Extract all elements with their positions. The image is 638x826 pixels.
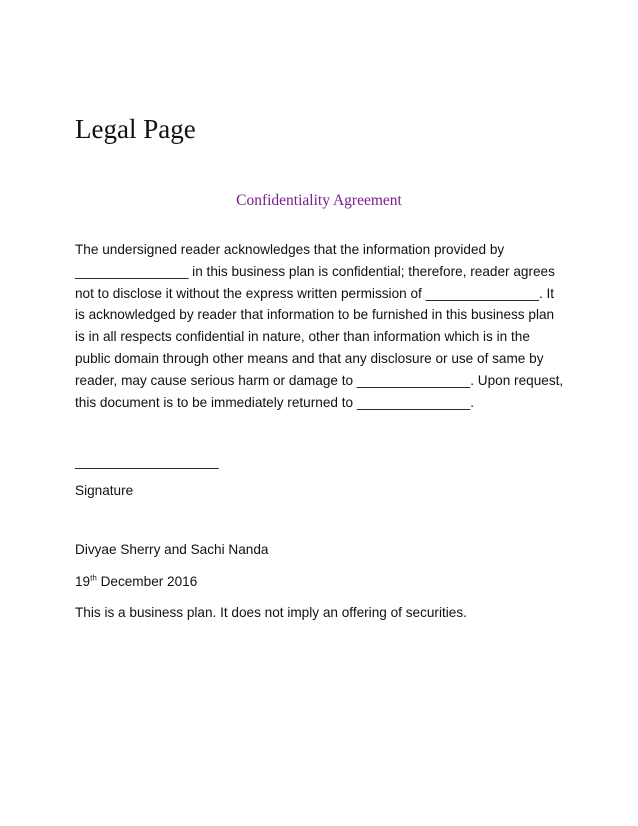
agreement-body	[75, 239, 567, 413]
securities-disclaimer: This is a business plan. It does not imply an offering of securities.	[75, 605, 467, 620]
page-title: Legal Page	[75, 114, 196, 144]
authors: Divyae Sherry and Sachi Nanda	[75, 542, 269, 557]
body-line: public domain through other means and that any disclosure or use of same by	[75, 350, 544, 366]
date-suffix: th	[90, 573, 97, 583]
body-line: is in all respects confidential in nature, other than information which is in the	[75, 329, 530, 345]
agreement-heading	[0, 190, 638, 212]
document-date	[75, 572, 197, 592]
body-line: is acknowledged by reader that information to be furnished in this business plan	[75, 307, 555, 323]
body-line: reader, may cause serious harm or damage to _______________. Upon request,	[75, 372, 564, 388]
date-rest: December 2016	[96, 574, 198, 589]
signature-label: Signature	[75, 483, 134, 498]
body-line: this document is to be immediately returned to _______________.	[75, 394, 475, 410]
date-day: 19	[75, 574, 91, 589]
body-line: _______________ in this business plan is confidential; therefore, reader agrees	[75, 263, 555, 279]
agreement-heading-text: Confidentiality Agreement	[236, 192, 402, 209]
body-line: not to disclose it without the express written permission of _______________. It	[75, 285, 555, 301]
signature-line: ___________________	[75, 454, 219, 469]
body-line: The undersigned reader acknowledges that the information provided by	[75, 242, 505, 257]
